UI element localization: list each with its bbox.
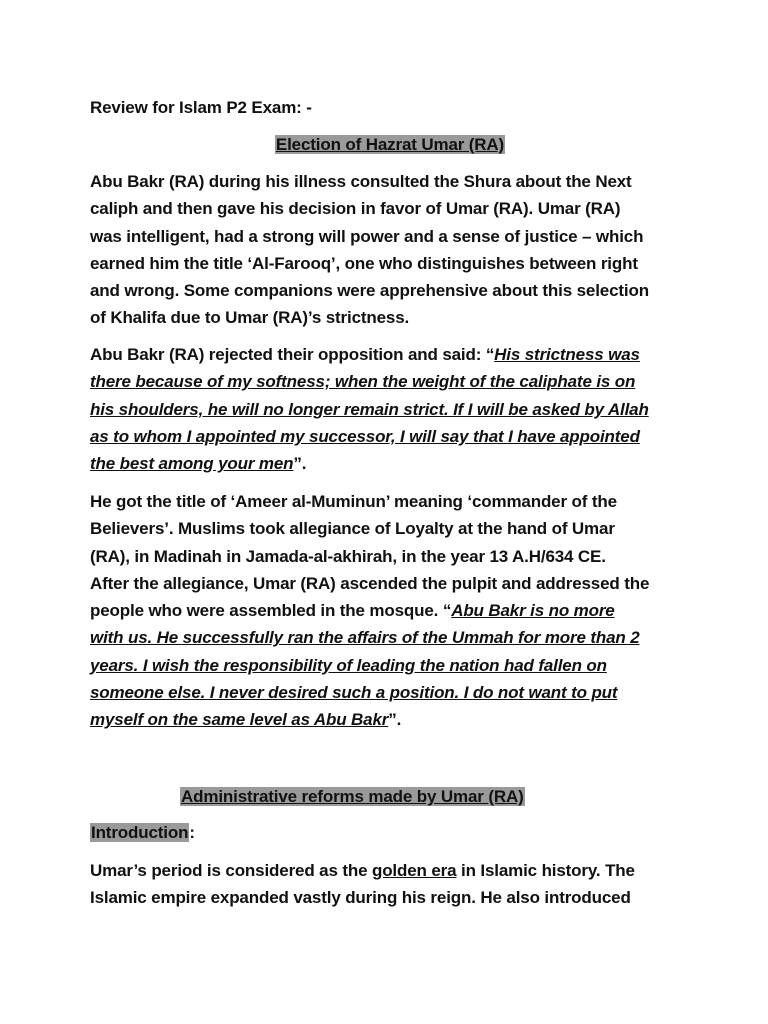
section-heading-reforms xyxy=(180,783,525,810)
subheading-introduction xyxy=(90,819,195,846)
quote-text: there because of my softness; when the weight of the caliphate is on xyxy=(90,372,636,392)
paragraph-line xyxy=(90,341,680,368)
paragraph-line: He got the title of ‘Ameer al-Muminun’ meaning ‘commander of the xyxy=(90,492,617,511)
paragraph-text: Umar’s period is considered as the xyxy=(90,861,372,880)
quote-text: His strictness was xyxy=(494,345,640,364)
section-heading-election-text: Election of Hazrat Umar (RA) xyxy=(275,135,505,154)
paragraph-line xyxy=(90,624,682,651)
paragraph-line xyxy=(90,857,680,884)
introduction-label: Introduction xyxy=(91,823,189,842)
paragraph-line: of Khalifa due to Umar (RA)’s strictness. xyxy=(90,308,410,328)
paragraph-ameer-al-muminun xyxy=(90,488,682,734)
paragraph-line xyxy=(90,706,682,733)
golden-era-text: golden era xyxy=(371,861,457,880)
quote-text: as to whom I appointed my successor, I will say that I have appointed xyxy=(90,426,640,446)
quote-text: his shoulders, he will no longer remain strict. If I will be asked by Allah xyxy=(90,399,649,419)
section-heading-reforms-text: Administrative reforms made by Umar (RA) xyxy=(181,787,524,806)
paragraph-line xyxy=(90,597,682,624)
document-title: Review for Islam P2 Exam: - xyxy=(90,98,312,117)
quote-lead-text: people who were assembled in the mosque. “ xyxy=(90,601,452,621)
paragraph-golden-era xyxy=(90,857,680,912)
paragraph-line xyxy=(90,423,680,450)
paragraph-election xyxy=(90,168,680,332)
paragraph-line xyxy=(90,679,682,706)
paragraph-line: earned him the title ‘Al-Farooq’, one who distinguishes between right xyxy=(90,253,638,273)
paragraph-line: and wrong. Some companions were apprehensive about this selection xyxy=(90,281,649,301)
paragraph-line xyxy=(90,450,680,477)
quote-text: with us. He successfully ran the affairs of the Ummah for more than 2 xyxy=(90,628,640,648)
quote-text: the best among your men xyxy=(90,454,294,474)
paragraph-line: Believers’. Muslims took allegiance of Loyalty at the hand of Umar xyxy=(90,519,615,539)
paragraph-line: Islamic empire expanded vastly during his reign. He also introduced xyxy=(90,888,631,908)
quote-end-text: ”. xyxy=(388,710,402,730)
quote-text: years. I wish the responsibility of leading the nation had fallen on xyxy=(90,655,607,675)
paragraph-line xyxy=(90,396,680,423)
section-heading-election xyxy=(90,131,690,158)
paragraph-text: in Islamic history. The xyxy=(456,861,635,880)
quote-text: myself on the same level as Abu Bakr xyxy=(90,710,389,730)
paragraph-line: After the allegiance, Umar (RA) ascended the pulpit and addressed the xyxy=(90,573,650,593)
paragraph-line: was intelligent, had a strong will power and a sense of justice – which xyxy=(90,226,644,246)
paragraph-line xyxy=(90,652,682,679)
introduction-colon: : xyxy=(189,823,195,842)
paragraph-line: (RA), in Madinah in Jamada-al-akhirah, in the year 13 A.H/634 CE. xyxy=(90,546,606,566)
quote-text: someone else. I never desired such a position. I do not want to put xyxy=(90,683,618,703)
paragraph-abu-bakr-quote xyxy=(90,341,680,477)
paragraph-line: Abu Bakr (RA) during his illness consulted the Shura about the Next xyxy=(90,172,632,191)
paragraph-line: caliph and then gave his decision in favor of Umar (RA). Umar (RA) xyxy=(90,199,621,219)
quote-text: Abu Bakr is no more xyxy=(451,601,615,621)
quote-end-text: ”. xyxy=(293,454,307,474)
quote-lead-text: Abu Bakr (RA) rejected their opposition and said: “ xyxy=(90,345,495,364)
paragraph-line xyxy=(90,368,680,395)
